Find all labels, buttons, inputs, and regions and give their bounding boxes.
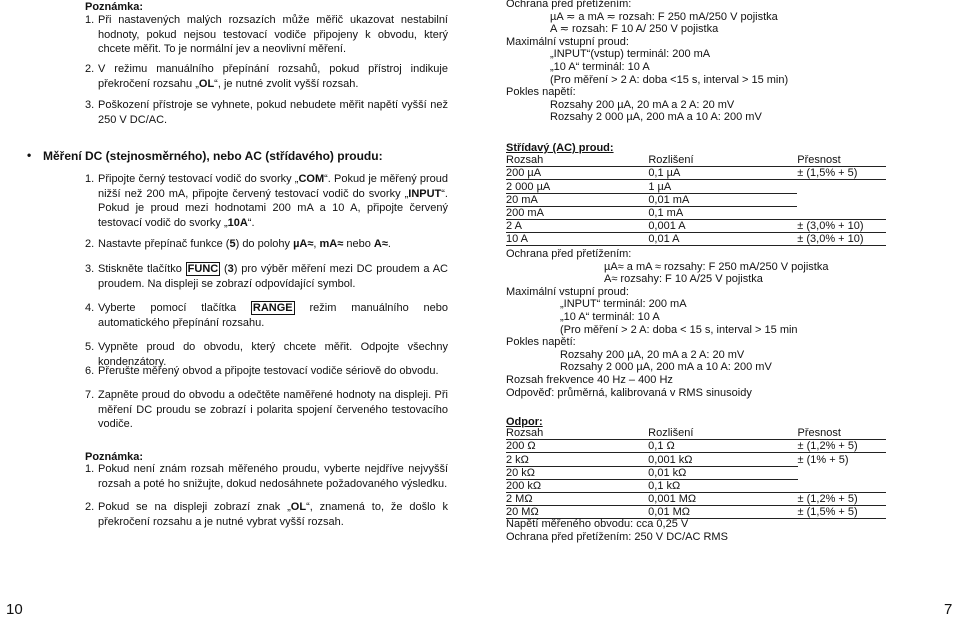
- top-spec-block: Ochrana před přetížením: µA ≂ a mA ≂ rozsah: F 250 mA/250 V pojistka A ≂ rozsah: F 10 A/ 250 V pojistka Maximální vstupní proud: „INPUT“(vstup) terminál: 200 mA „10 A“ terminál: 10 A (Pro měření > 2 A: doba <15 s, interval > 15 min) Pokles napětí: Rozsahy 200 µA, 20 mA a 2 A: 20 mV Rozsahy 2 000 µA, 200 mA a 10 A: 200 mV: [506, 0, 789, 124]
- table-row: 200 µA 0,1 µA ± (1,5% + 5): [506, 167, 886, 180]
- note1-title: Poznámka:: [85, 1, 144, 13]
- table-row: 20 mA 0,01 mA: [506, 193, 886, 206]
- table-header-row: Rozsah Rozlišení Přesnost: [506, 154, 886, 167]
- range-button-label: RANGE: [252, 302, 293, 314]
- page-number-left: 10: [6, 601, 23, 618]
- ac-spec-block: Ochrana před přetížením: µA≈ a mA ≈ rozsahy: F 250 mA/250 V pojistka A≈ rozsahy: F 10 A/25 V pojistka Maximální vstupní proud: „INPUT“ terminál: 200 mA „10 A“ terminál: 10 A (Pro měření > 2 A: doba < 15 s, interval > 15 min Pokles napětí: Rozsahy 200 µA, 20 mA a 2 A: 20 mV Rozsahy 2 000 µA, 200 mA a 10 A: 200 mV Rozsah frekvence 40 Hz – 400 Hz Odpověď: průměrná, kalibrovaná v RMS sinusoidy: [506, 248, 829, 399]
- table-row: 2 kΩ 0,001 kΩ ± (1% + 5): [506, 453, 849, 467]
- table-row: 20 kΩ 0,01 kΩ: [506, 466, 886, 479]
- ac-table: [506, 154, 886, 246]
- table-row: 10 A 0,01 A ± (3,0% + 10): [506, 233, 886, 246]
- section-title: • Měření DC (stejnosměrného), nebo AC (střídavého) proudu:: [27, 148, 383, 163]
- resistance-spec-block: Napětí měřeného obvodu: cca 0,25 V Ochrana před přetížením: 250 V DC/AC RMS: [506, 518, 728, 543]
- table-header-row: Rozsah Rozlišení Přesnost: [506, 427, 886, 440]
- resistance-table: [506, 427, 886, 519]
- table-row: 200 mA 0,1 mA: [506, 206, 886, 219]
- table-row: 2 000 µA 1 µA: [506, 180, 886, 193]
- ac-title: Střídavý (AC) proud:: [506, 142, 614, 154]
- table-row: 2 MΩ 0,001 MΩ ± (1,2% + 5): [506, 492, 886, 505]
- resistance-title: Odpor:: [506, 416, 543, 428]
- bullet-icon: •: [27, 148, 32, 162]
- page-number-right: 7: [944, 601, 953, 618]
- table-row: 200 kΩ 0,1 kΩ: [506, 479, 886, 492]
- table-row: 20 MΩ 0,01 MΩ ± (1,5% + 5): [506, 506, 886, 519]
- note2-title: Poznámka:: [85, 451, 144, 463]
- table-row: 2 A 0,001 A ± (3,0% + 10): [506, 219, 886, 232]
- table-row: 200 Ω 0,1 Ω ± (1,2% + 5): [506, 440, 886, 453]
- func-button-label: FUNC: [187, 263, 219, 275]
